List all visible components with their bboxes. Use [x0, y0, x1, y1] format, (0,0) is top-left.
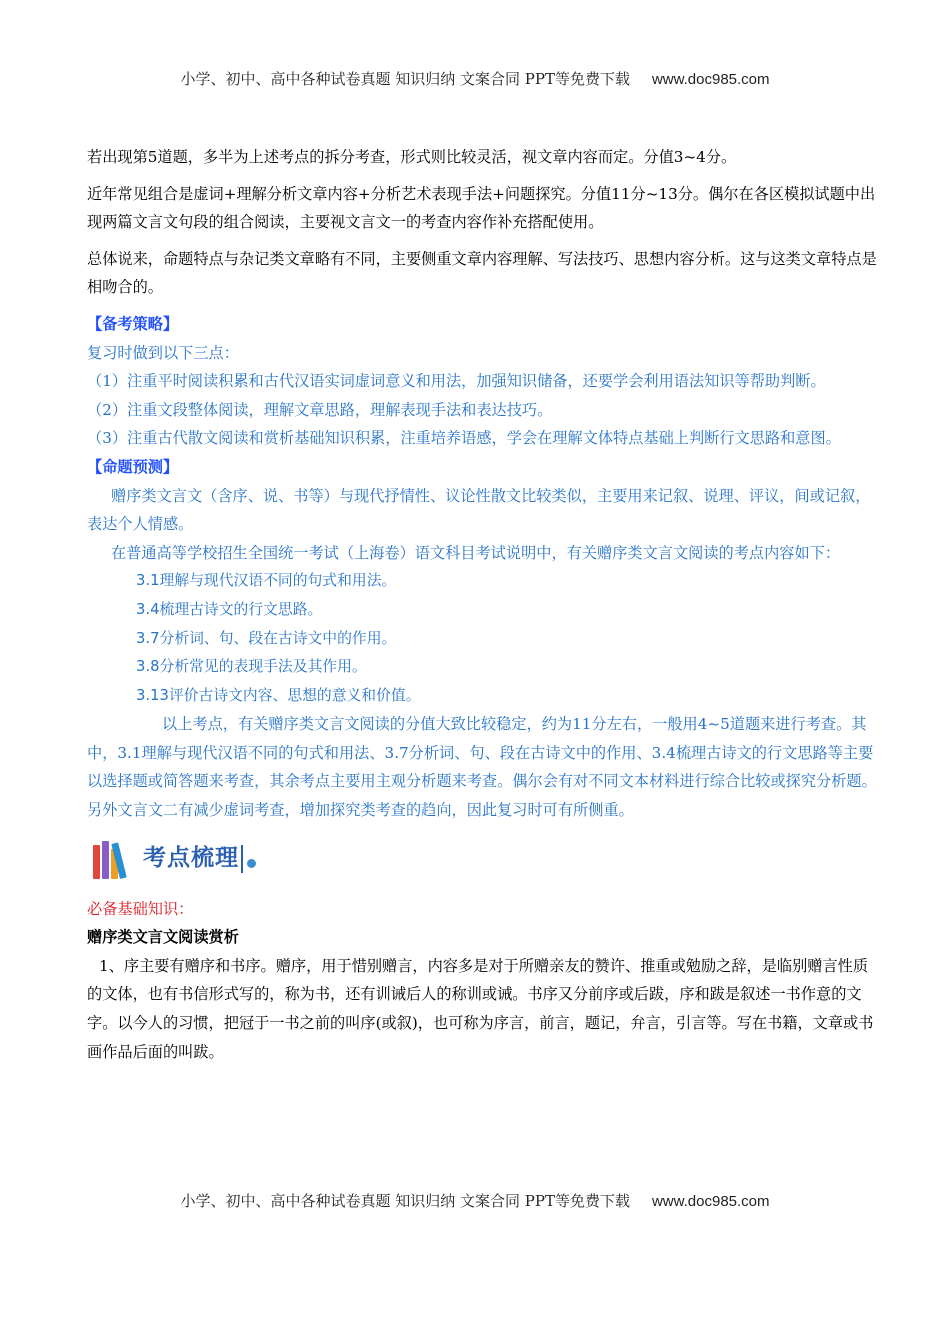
footer-url[interactable]: www.doc985.com	[651, 1193, 770, 1210]
exam-point-1: 3.1理解与现代汉语不同的句式和用法。	[136, 572, 397, 590]
page-footer	[0, 1190, 950, 1211]
header-url[interactable]: www.doc985.com	[651, 71, 770, 88]
exam-point-5: 3.13评价古诗文内容、思想的意义和价值。	[136, 686, 421, 704]
strategy-heading: 【备考策略】	[87, 314, 179, 333]
banner-dot	[247, 859, 256, 868]
books-icon	[93, 839, 137, 879]
banner-title: 考点梳理	[143, 845, 239, 872]
strategy-item-1: （1）注重平时阅读积累和古代汉语实词虚词意义和用法，加强知识储备，还要学会利用语法知识等帮助判断。	[87, 372, 826, 391]
banner-bar	[241, 845, 243, 873]
prediction-paragraph-1: 赠序类文言文（含序、说、书等）与现代抒情性、议论性散文比较类似，主要用来记叙、说理、评议，间或记叙，表达个人情感。	[87, 486, 871, 534]
basics-paragraph-1: 1、序主要有赠序和书序。赠序，用于惜别赠言，内容多是对于所赠亲友的赞许、推重或勉励之辞，是临别赠言性质的文体，也有书信形式写的，称为书，还有训诫后人的称训或诫。书序又分前序或后跋，序和跋是叙述一书作意的文字。以今人的习惯，把冠于一书之前的叫序(或叙)，也可称为序言，前言，题记，弁言，引言等。写在书籍，文章或书画作品后面的叫跋。	[87, 956, 874, 1061]
intro-paragraph-1: 若出现第5道题，多半为上述考点的拆分考查，形式则比较灵活，视文章内容而定。分值3~4分。	[87, 148, 737, 166]
prediction-paragraph-2: 在普通高等学校招生全国统一考试（上海卷）语文科目考试说明中，有关赠序类文言文阅读的考点内容如下：	[111, 543, 840, 562]
exam-point-4: 3.8分析常见的表现手法及其作用。	[136, 658, 367, 676]
header-text: 小学、初中、高中各种试卷真题 知识归纳 文案合同 PPT等免费下载	[180, 70, 630, 88]
page-header	[0, 68, 950, 89]
document-body	[87, 143, 877, 1066]
exam-point-3: 3.7分析词、句、段在古诗文中的作用。	[136, 629, 397, 647]
prediction-paragraph-3: 以上考点，有关赠序类文言文阅读的分值大致比较稳定，约为11分左右，一般用4~5道题来进行考查。其中，3.1理解与现代汉语不同的句式和用法、3.7分析词、句、段在古诗文中的作用、3.4梳理古诗文的行文思路等主要以选择题或简答题来考查，其余考点主要用主观分析题来考查。偶尔会有对不同文本材料进行综合比较或探究分析题。另外文言文二有减少虚词考查，增加探究类考查的趋向，因此复习时可有所侧重。	[87, 715, 877, 820]
basics-label: 必备基础知识：	[87, 899, 194, 918]
strategy-item-2: （2）注重文段整体阅读，理解文章思路，理解表现手法和表达技巧。	[87, 400, 553, 419]
basics-title: 赠序类文言文阅读赏析	[87, 928, 239, 947]
exam-point-2: 3.4梳理古诗文的行文思路。	[136, 600, 323, 618]
intro-paragraph-2: 近年常见组合是虚词+理解分析文章内容+分析艺术表现手法+问题探究。分值11分~13分。偶尔在各区模拟试题中出现两篇文言文句段的组合阅读，主要视文言文一的考查内容作补充搭配使用。	[87, 184, 876, 232]
strategy-item-3: （3）注重古代散文阅读和赏析基础知识积累，注重培养语感，学会在理解文体特点基础上判断行文思路和意图。	[87, 429, 841, 448]
intro-paragraph-3: 总体说来，命题特点与杂记类文章略有不同，主要侧重文章内容理解、写法技巧、思想内容分析。这与这类文章特点是相吻合的。	[87, 249, 877, 297]
section-banner	[93, 829, 877, 889]
strategy-lead: 复习时做到以下三点：	[87, 343, 239, 362]
prediction-heading: 【命题预测】	[87, 457, 179, 476]
footer-text: 小学、初中、高中各种试卷真题 知识归纳 文案合同 PPT等免费下载	[180, 1192, 630, 1210]
